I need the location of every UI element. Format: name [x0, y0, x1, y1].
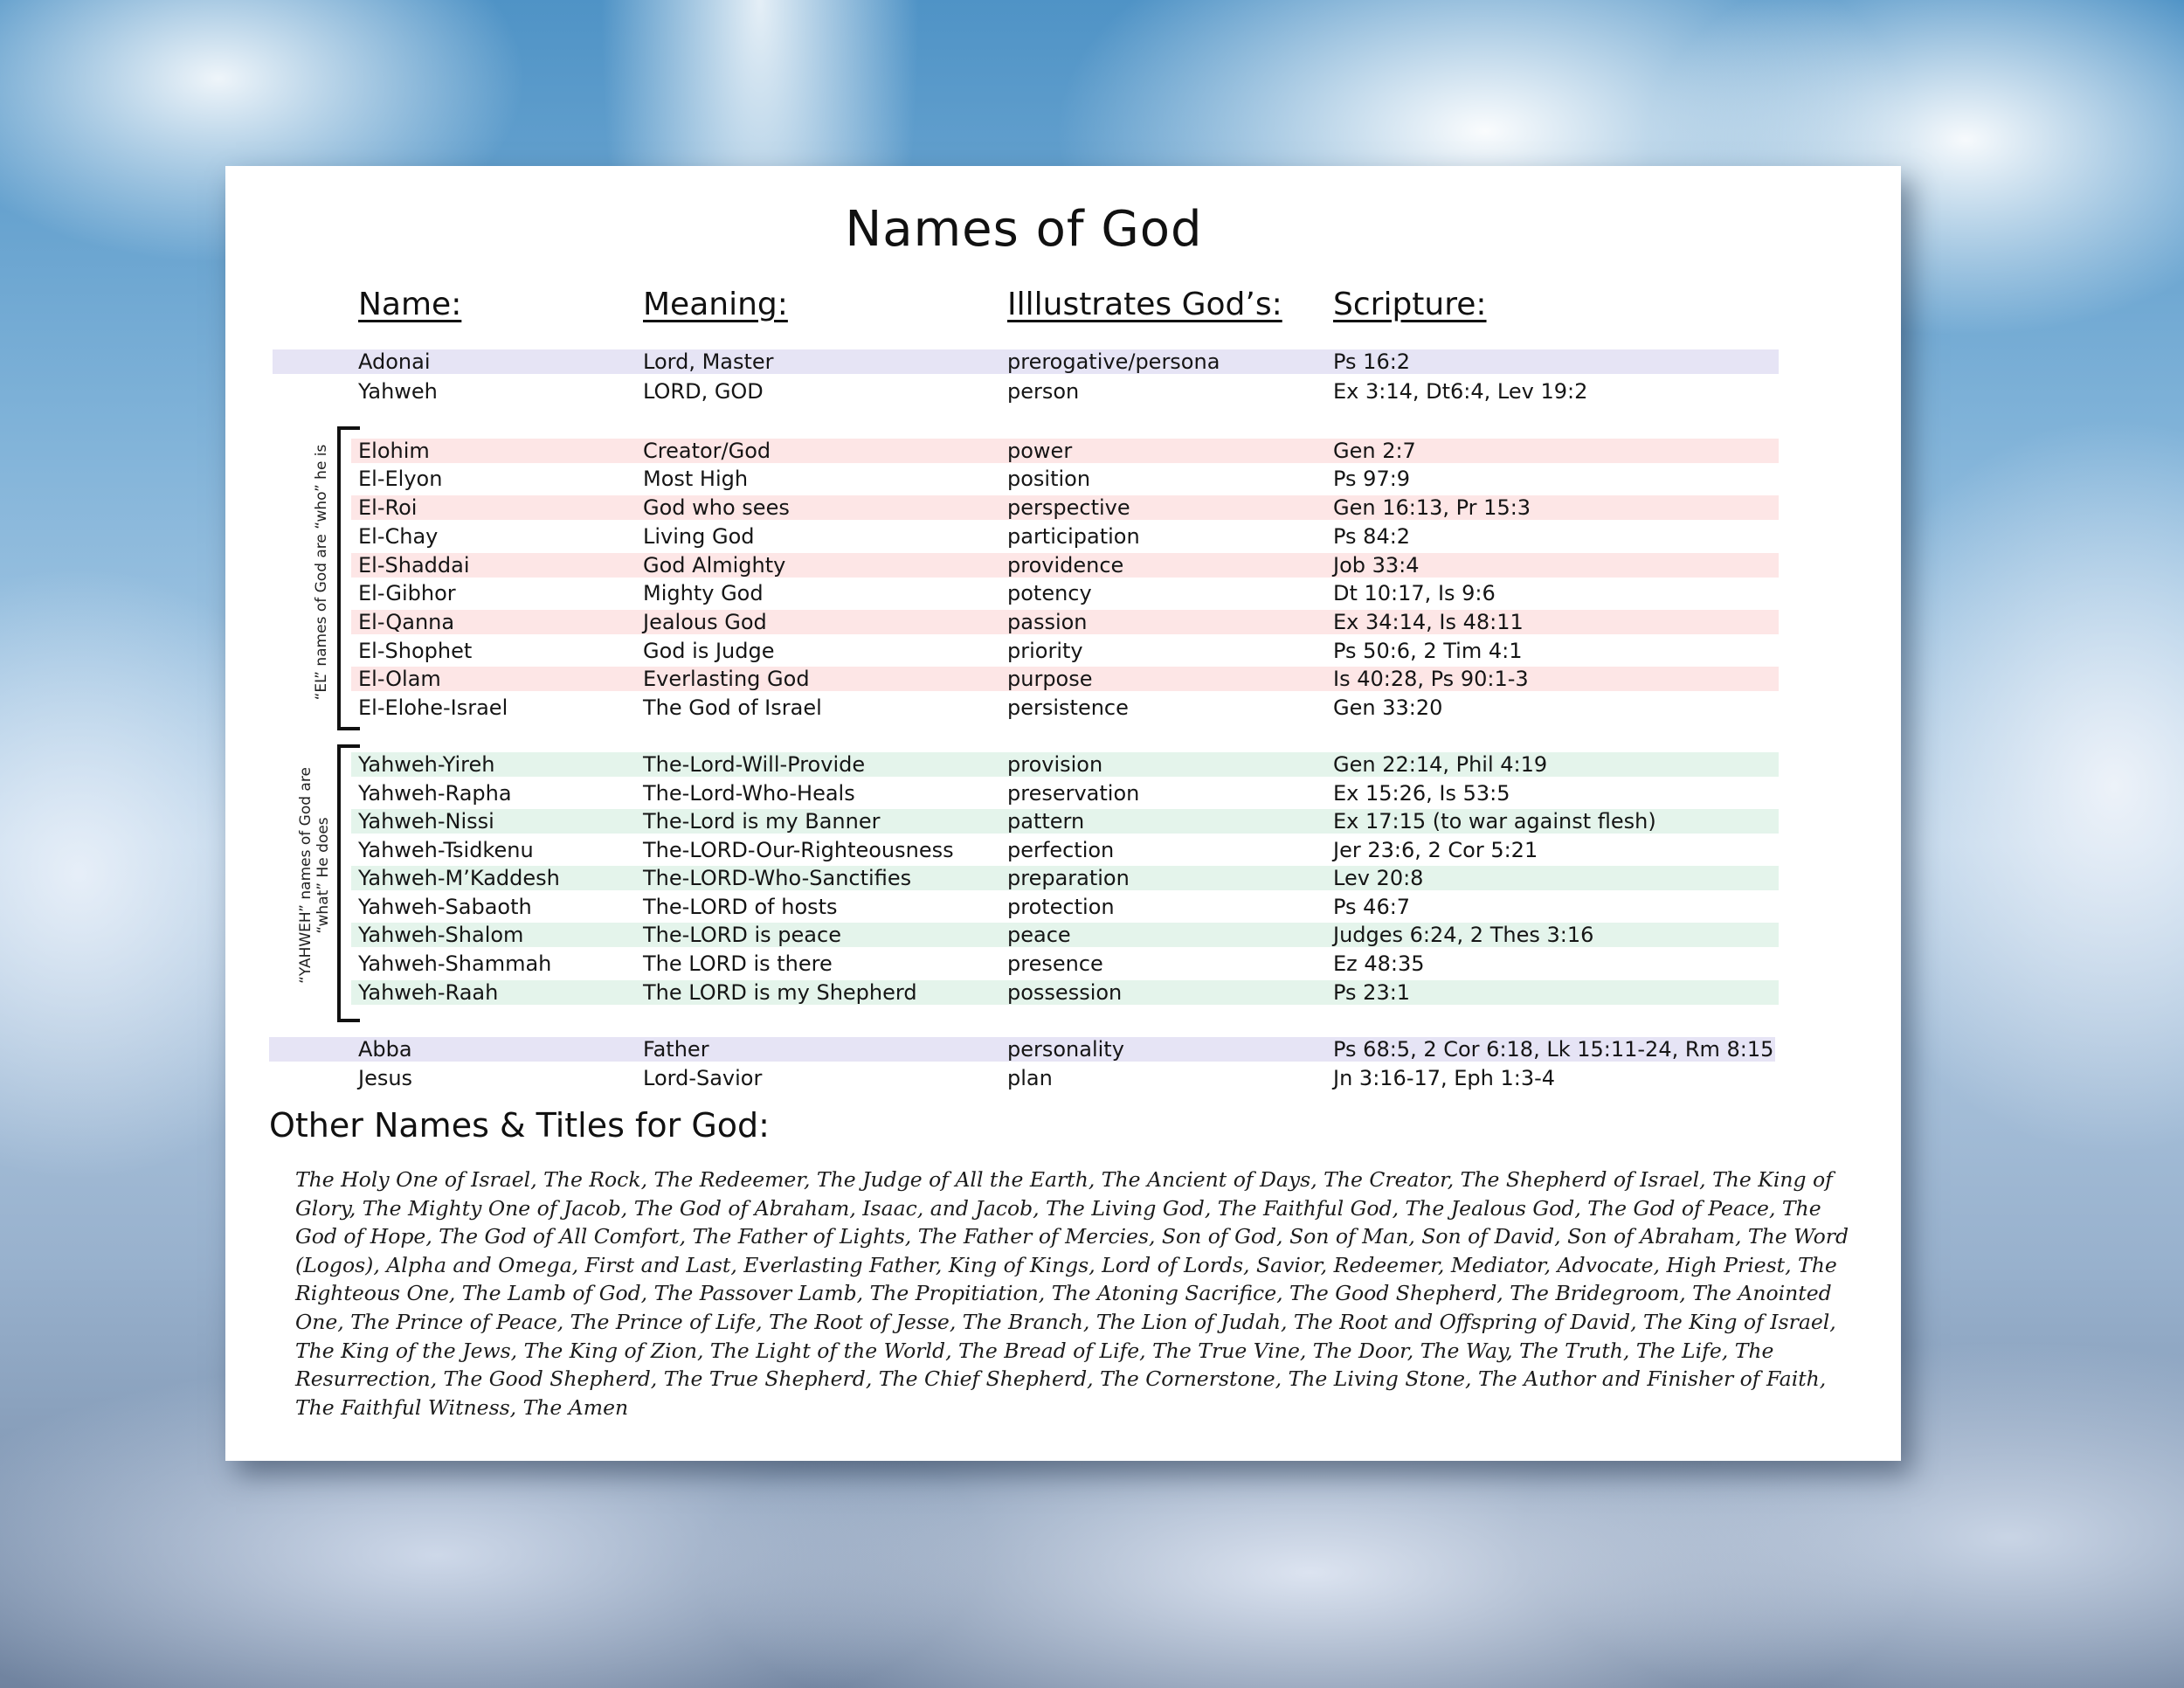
cell-meaning: The-Lord-Will-Provide [643, 752, 866, 777]
cell-illustrates: providence [1007, 553, 1124, 578]
cell-illustrates: potency [1007, 581, 1092, 605]
cell-illustrates: perfection [1007, 838, 1115, 862]
cell-name: Yahweh-Shammah [358, 951, 552, 976]
other-names-heading: Other Names & Titles for God: [269, 1106, 770, 1145]
cell-name: El-Gibhor [358, 581, 456, 605]
cell-meaning: God is Judge [643, 639, 775, 663]
cell-scripture: Judges 6:24, 2 Thes 3:16 [1333, 923, 1594, 947]
cell-name: El-Shaddai [358, 553, 470, 578]
cell-meaning: Creator/God [643, 439, 771, 463]
cell-illustrates: participation [1007, 524, 1140, 549]
cell-scripture: Dt 10:17, Is 9:6 [1333, 581, 1496, 605]
cell-name: El-Qanna [358, 610, 455, 634]
cell-scripture: Gen 2:7 [1333, 439, 1416, 463]
cell-illustrates: pattern [1007, 809, 1085, 834]
cell-scripture: Jer 23:6, 2 Cor 5:21 [1333, 838, 1538, 862]
cell-name: El-Chay [358, 524, 439, 549]
cell-illustrates: position [1007, 467, 1091, 491]
cell-meaning: The-LORD is peace [643, 923, 841, 947]
yahweh-side-label-line2: “what” He does [314, 817, 332, 934]
cell-name: El-Shophet [358, 639, 473, 663]
cell-meaning: God who sees [643, 495, 790, 520]
cell-scripture: Ex 3:14, Dt6:4, Lev 19:2 [1333, 379, 1588, 404]
el-side-label: “EL” names of God are “who” he is [313, 444, 330, 701]
cell-scripture: Gen 16:13, Pr 15:3 [1333, 495, 1531, 520]
yahweh-side-label-line1: “YAHWEH” names of God are [297, 767, 314, 984]
cell-meaning: Father [643, 1037, 709, 1062]
cell-illustrates: person [1007, 379, 1080, 404]
header-name: Name: [358, 287, 462, 322]
cell-scripture: Ps 50:6, 2 Tim 4:1 [1333, 639, 1523, 663]
cell-meaning: Living God [643, 524, 755, 549]
cell-illustrates: provision [1007, 752, 1103, 777]
cell-scripture: Ps 97:9 [1333, 467, 1411, 491]
cell-name: Yahweh-Raah [358, 980, 499, 1005]
cell-illustrates: preservation [1007, 781, 1140, 806]
cell-meaning: The-Lord-Who-Heals [643, 781, 855, 806]
cell-meaning: The-LORD of hosts [643, 895, 838, 919]
cell-name: Yahweh-Nissi [358, 809, 494, 834]
cell-illustrates: perspective [1007, 495, 1130, 520]
cell-meaning: The LORD is there [643, 951, 833, 976]
cell-scripture: Ps 68:5, 2 Cor 6:18, Lk 15:11-24, Rm 8:15 [1333, 1037, 1774, 1062]
cell-scripture: Ex 17:15 (to war against flesh) [1333, 809, 1656, 834]
cell-illustrates: preparation [1007, 866, 1130, 890]
cell-scripture: Ps 16:2 [1333, 349, 1411, 374]
cell-name: Yahweh-Shalom [358, 923, 524, 947]
cell-meaning: Everlasting God [643, 667, 810, 691]
cell-meaning: Most High [643, 467, 749, 491]
cell-scripture: Job 33:4 [1333, 553, 1420, 578]
page-title: Names of God [845, 201, 1203, 258]
cell-illustrates: possession [1007, 980, 1123, 1005]
yahweh-bracket [337, 744, 360, 1022]
cell-illustrates: personality [1007, 1037, 1124, 1062]
header-meaning: Meaning: [643, 287, 788, 322]
cell-name: El-Elohe-Israel [358, 695, 508, 720]
cell-scripture: Ps 46:7 [1333, 895, 1411, 919]
cell-meaning: The-LORD-Who-Sanctifies [643, 866, 912, 890]
cell-name: Yahweh-Rapha [358, 781, 512, 806]
cell-name: Yahweh [358, 379, 438, 404]
cell-illustrates: persistence [1007, 695, 1129, 720]
cell-meaning: The-LORD-Our-Righteousness [643, 838, 954, 862]
cell-name: Adonai [358, 349, 431, 374]
cell-meaning: The God of Israel [643, 695, 822, 720]
cell-scripture: Ex 34:14, Is 48:11 [1333, 610, 1524, 634]
cell-scripture: Ps 84:2 [1333, 524, 1411, 549]
cell-meaning: The LORD is my Shepherd [643, 980, 917, 1005]
cell-name: Jesus [358, 1066, 413, 1090]
other-names-text: The Holy One of Israel, The Rock, The Redeemer, The Judge of All the Earth, The Ancient of Days, The Creator, The Shepherd of Israel, The King of Glory, The Mighty One of Jacob, The God of Abraham, Isaac, and Jacob, The Living God, The Faithful God, The Jealous God, The God of Peace, The God of Hope, The God of All Comfort, The Father of Lights, The Father of Mercies, Son of God, Son of Man, Son of David, Son of Abraham, The Word (Logos), Alpha and Omega, First and Last, Everlasting Father, King of Kings, Lord of Lords, Savior, Redeemer, Mediator, Advocate, High Priest, The Righteous One, The Lamb of God, The Passover Lamb, The Propitiation, The Atoning Sacrifice, The Good Shepherd, The Bridegroom, The Anointed One, The Prince of Peace, The Prince of Life, The Root of Jesse, The Branch, The Lion of Judah, The Root and Offspring of David, The King of Israel, The King of the Jews, The King of Zion, The Light of the World, The Bread of Life, The True Vine, The Door, The Way, The Truth, The Life, The Resurrection, The Good Shepherd, The True Shepherd, The Chief Shepherd, The Cornerstone, The Living Stone, The Author and Finisher of Faith, The Faithful Witness, The Amen [295, 1167, 1849, 1420]
header-scripture: Scripture: [1333, 287, 1487, 322]
cell-meaning: God Almighty [643, 553, 786, 578]
cell-name: Yahweh-Tsidkenu [358, 838, 534, 862]
cell-name: El-Olam [358, 667, 441, 691]
cell-name: El-Roi [358, 495, 418, 520]
cell-illustrates: presence [1007, 951, 1103, 976]
cell-illustrates: plan [1007, 1066, 1053, 1090]
cell-illustrates: protection [1007, 895, 1115, 919]
cell-illustrates: prerogative/persona [1007, 349, 1220, 374]
cell-meaning: Lord-Savior [643, 1066, 763, 1090]
cell-name: Yahweh-Yireh [358, 752, 495, 777]
cell-scripture: Gen 33:20 [1333, 695, 1443, 720]
cell-name: Yahweh-M’Kaddesh [358, 866, 560, 890]
el-bracket [337, 426, 360, 730]
cell-meaning: Lord, Master [643, 349, 774, 374]
cell-meaning: Mighty God [643, 581, 764, 605]
cell-name: Abba [358, 1037, 412, 1062]
cell-name: Yahweh-Sabaoth [358, 895, 532, 919]
cell-scripture: Lev 20:8 [1333, 866, 1424, 890]
cell-illustrates: peace [1007, 923, 1071, 947]
cell-scripture: Is 40:28, Ps 90:1-3 [1333, 667, 1529, 691]
cell-scripture: Jn 3:16-17, Eph 1:3-4 [1333, 1066, 1556, 1090]
cell-illustrates: purpose [1007, 667, 1093, 691]
cell-illustrates: passion [1007, 610, 1088, 634]
cell-scripture: Ex 15:26, Is 53:5 [1333, 781, 1510, 806]
cell-scripture: Ps 23:1 [1333, 980, 1411, 1005]
header-illustrates: Illlustrates God’s: [1007, 287, 1282, 322]
cell-meaning: The-Lord is my Banner [643, 809, 881, 834]
cell-meaning: Jealous God [643, 610, 767, 634]
cell-illustrates: priority [1007, 639, 1083, 663]
cell-name: Elohim [358, 439, 430, 463]
cell-meaning: LORD, GOD [643, 379, 764, 404]
cell-scripture: Gen 22:14, Phil 4:19 [1333, 752, 1548, 777]
cell-scripture: Ez 48:35 [1333, 951, 1425, 976]
cell-illustrates: power [1007, 439, 1073, 463]
cell-name: El-Elyon [358, 467, 443, 491]
